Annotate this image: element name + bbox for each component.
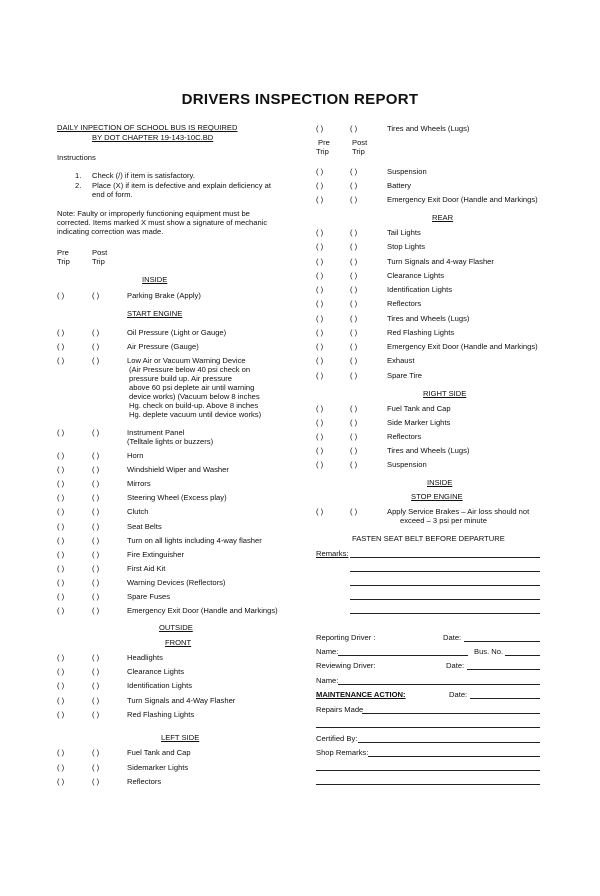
fasten-seatbelt: FASTEN SEAT BELT BEFORE DEPARTURE — [352, 534, 505, 543]
right-top-post-check[interactable]: ( ) — [350, 124, 358, 133]
item-parking-brake: Parking Brake (Apply) — [127, 291, 201, 300]
list-item: Exhaust — [387, 356, 415, 366]
parking-brake-post-check[interactable]: ( ) — [92, 291, 100, 300]
items-a-3-pre-check[interactable]: ( ) — [57, 493, 65, 503]
front-4-post-check[interactable]: ( ) — [92, 709, 100, 719]
items-a-7-post-check[interactable]: ( ) — [92, 549, 100, 559]
remarks-line-5[interactable] — [350, 613, 540, 614]
r-top-1-pre-check[interactable]: ( ) — [316, 181, 324, 190]
front-1-pre-check[interactable]: ( ) — [57, 667, 65, 677]
front-2-pre-check[interactable]: ( ) — [57, 681, 65, 691]
name-field-2[interactable] — [338, 684, 540, 685]
item-oil-pressure: Oil Pressure (Light or Gauge) — [127, 328, 227, 337]
maintenance-label: MAINTENANCE ACTION: — [316, 690, 406, 699]
front-0-post-check[interactable]: ( ) — [92, 653, 100, 662]
r-top-2-pre-check[interactable]: ( ) — [316, 195, 324, 204]
right-post-header: Post — [352, 138, 368, 147]
right-pre-trip-header: Trip — [316, 147, 329, 156]
r-rs-0-post-check[interactable]: ( ) — [350, 404, 358, 413]
list-item: Emergency Exit Door (Handle and Markings) — [387, 342, 538, 351]
air-pressure-post-check[interactable]: ( ) — [92, 342, 100, 351]
list-item: Suspension — [387, 460, 427, 469]
reporting-date-label: Date: — [443, 633, 462, 642]
r-rear-6-post-check[interactable]: ( ) — [350, 313, 358, 323]
section-stop-engine: STOP ENGINE — [411, 492, 463, 501]
section-rear: REAR — [432, 213, 454, 222]
certified-by-label: Certified By: — [316, 734, 358, 743]
right-top-tires: Tires and Wheels (Lugs) — [387, 124, 470, 133]
list-item: Reflectors — [387, 432, 422, 441]
items-a-11-pre-check[interactable]: ( ) — [57, 606, 65, 616]
item-low-air-line: above 60 psi deplete air until warning — [129, 383, 255, 392]
item-low-air-line: device works) (Vacuum below 8 inches — [129, 392, 260, 401]
r-rear-2-post-check[interactable]: ( ) — [350, 256, 358, 266]
section-inside-right: INSIDE — [427, 478, 453, 487]
r-rs-1-pre-check[interactable]: ( ) — [316, 418, 324, 427]
r-rs-1-post-check[interactable]: ( ) — [350, 418, 358, 427]
r-rs-2-pre-check[interactable]: ( ) — [316, 432, 324, 441]
bus-no-label: Bus. No. — [474, 647, 504, 656]
remarks-label: Remarks: — [316, 549, 349, 558]
maintenance-date-label: Date: — [449, 690, 468, 699]
left-side-2-post-check[interactable]: ( ) — [92, 777, 100, 786]
front-1-post-check[interactable]: ( ) — [92, 667, 100, 677]
note-line2: corrected. Items marked X must show a signature of mechanic — [57, 218, 268, 227]
list-item: Tires and Wheels (Lugs) — [387, 446, 470, 455]
section-left-side: LEFT SIDE — [161, 733, 200, 742]
items-a-10-post-check[interactable]: ( ) — [92, 592, 100, 601]
repairs-made-line-2[interactable] — [316, 727, 540, 728]
remarks-line-2[interactable] — [350, 571, 540, 572]
maintenance-date-field[interactable] — [470, 698, 540, 699]
front-2-post-check[interactable]: ( ) — [92, 681, 100, 691]
instrument-pre-check[interactable]: ( ) — [57, 428, 65, 437]
list-item: Mirrors — [127, 479, 151, 489]
items-a-10-pre-check[interactable]: ( ) — [57, 592, 65, 601]
r-rs-3-pre-check[interactable]: ( ) — [316, 446, 324, 455]
left-side-0-pre-check[interactable]: ( ) — [57, 748, 65, 757]
r-rear-9-post-check[interactable]: ( ) — [350, 356, 358, 366]
r-rear-3-pre-check[interactable]: ( ) — [316, 270, 324, 280]
items-a-4-pre-check[interactable]: ( ) — [57, 507, 65, 517]
list-item: Fuel Tank and Cap — [127, 748, 191, 757]
reviewing-driver-label: Reviewing Driver: — [316, 661, 376, 670]
list-item: Sidemarker Lights — [127, 762, 189, 772]
items-a-1-post-check[interactable]: ( ) — [92, 465, 100, 475]
r-rear-5-post-check[interactable]: ( ) — [350, 299, 358, 309]
items-a-0-post-check[interactable]: ( ) — [92, 451, 100, 460]
list-item: Headlights — [127, 653, 163, 662]
items-a-8-pre-check[interactable]: ( ) — [57, 563, 65, 573]
reporting-date-field[interactable] — [464, 641, 540, 642]
remarks-line-4[interactable] — [350, 599, 540, 600]
items-a-6-post-check[interactable]: ( ) — [92, 535, 100, 545]
list-item: Red Flashing Lights — [127, 709, 195, 719]
front-4-pre-check[interactable]: ( ) — [57, 709, 65, 719]
shop-remarks-label: Shop Remarks: — [316, 748, 369, 757]
shop-remarks-line-1[interactable] — [368, 756, 540, 757]
item-low-air-line: (Air Pressure below 40 psi check on — [129, 365, 251, 374]
items-a-4-post-check[interactable]: ( ) — [92, 507, 100, 517]
list-item: Clutch — [127, 507, 149, 517]
remarks-line-3[interactable] — [350, 585, 540, 586]
item-service-brakes-sub: exceed – 3 psi per minute — [400, 516, 487, 525]
r-rs-4-pre-check[interactable]: ( ) — [316, 460, 324, 469]
r-rear-2-pre-check[interactable]: ( ) — [316, 256, 324, 266]
name-label-2: Name: — [316, 676, 339, 685]
r-rear-10-post-check[interactable]: ( ) — [350, 370, 358, 380]
item-service-brakes: Apply Service Brakes – Air loss should not — [387, 507, 530, 516]
item-air-pressure: Air Pressure (Gauge) — [127, 342, 199, 351]
front-0-pre-check[interactable]: ( ) — [57, 653, 65, 662]
r-rear-7-post-check[interactable]: ( ) — [350, 327, 358, 337]
r-rear-6-pre-check[interactable]: ( ) — [316, 313, 324, 323]
right-top-pre-check[interactable]: ( ) — [316, 124, 324, 133]
shop-remarks-line-2[interactable] — [316, 770, 540, 771]
post-trip-header: Trip — [92, 257, 105, 266]
header-line2: BY DOT CHAPTER 19-143-10C.BD — [92, 133, 214, 142]
r-rs-4-post-check[interactable]: ( ) — [350, 460, 358, 469]
list-item: Side Marker Lights — [387, 418, 451, 427]
item-low-air-line: Hg. check on build-up. Above 8 inches — [129, 401, 259, 410]
section-start-engine: START ENGINE — [127, 309, 183, 318]
reviewing-date-field[interactable] — [467, 669, 540, 670]
r-rs-3-post-check[interactable]: ( ) — [350, 446, 358, 455]
page-title: DRIVERS INSPECTION REPORT — [181, 91, 419, 108]
section-right-side: RIGHT SIDE — [423, 389, 467, 398]
list-item: Identification Lights — [127, 681, 193, 691]
r-top-0-pre-check[interactable]: ( ) — [316, 167, 324, 176]
left-side-1-pre-check[interactable]: ( ) — [57, 762, 65, 772]
right-pre-header: Pre — [318, 138, 330, 147]
item-instrument-panel-sub: (Telltale lights or buzzers) — [127, 437, 214, 446]
front-3-post-check[interactable]: ( ) — [92, 695, 100, 705]
section-front: FRONT — [165, 638, 192, 647]
left-side-0-post-check[interactable]: ( ) — [92, 748, 100, 757]
list-item: Seat Belts — [127, 521, 162, 531]
section-inside: INSIDE — [142, 275, 168, 284]
list-item: First Aid Kit — [127, 563, 166, 573]
list-item: Steering Wheel (Excess play) — [127, 493, 227, 503]
shop-remarks-line-3[interactable] — [316, 784, 540, 785]
air-pressure-pre-check[interactable]: ( ) — [57, 342, 65, 351]
list-item: Fire Extinguisher — [127, 549, 184, 559]
list-item: Battery — [387, 181, 412, 190]
list-item: Turn Signals and 4-Way Flasher — [127, 695, 236, 705]
list-item: Warning Devices (Reflectors) — [127, 577, 226, 587]
r-top-0-post-check[interactable]: ( ) — [350, 167, 358, 176]
list-item: Reflectors — [387, 299, 422, 309]
items-a-11-post-check[interactable]: ( ) — [92, 606, 100, 616]
items-a-7-pre-check[interactable]: ( ) — [57, 549, 65, 559]
r-rear-10-pre-check[interactable]: ( ) — [316, 370, 324, 380]
items-a-5-pre-check[interactable]: ( ) — [57, 521, 65, 531]
r-rear-1-pre-check[interactable]: ( ) — [316, 242, 324, 252]
header-line1: DAILY INPECTION OF SCHOOL BUS IS REQUIRED — [57, 123, 238, 132]
list-item: Turn Signals and 4-way Flasher — [387, 256, 494, 266]
list-item: Emergency Exit Door (Handle and Markings) — [387, 195, 538, 204]
r-rear-0-pre-check[interactable]: ( ) — [316, 228, 324, 237]
items-a-6-pre-check[interactable]: ( ) — [57, 535, 65, 545]
items-a-3-post-check[interactable]: ( ) — [92, 493, 100, 503]
post-header: Post — [92, 248, 108, 257]
list-item: Suspension — [387, 167, 427, 176]
list-item: Turn on all lights including 4-way flasher — [127, 535, 262, 545]
pre-trip-header: Trip — [57, 257, 70, 266]
instructions-label: Instructions — [57, 153, 96, 162]
list-item: Spare Fuses — [127, 592, 171, 601]
items-a-5-post-check[interactable]: ( ) — [92, 521, 100, 531]
section-outside: OUTSIDE — [159, 623, 193, 632]
item-low-air-line: pressure build up. Air pressure — [129, 374, 232, 383]
list-item: Identification Lights — [387, 285, 453, 294]
list-item: Stop Lights — [387, 242, 425, 252]
r-rear-7-pre-check[interactable]: ( ) — [316, 327, 324, 337]
items-a-0-pre-check[interactable]: ( ) — [57, 451, 65, 460]
item-instrument-panel: Instrument Panel — [127, 428, 185, 437]
inst2-text-b: end of form. — [92, 190, 133, 199]
list-item: Red Flashing Lights — [387, 327, 455, 337]
list-item: Spare Tire — [387, 370, 423, 380]
oil-pressure-pre-check[interactable]: ( ) — [57, 328, 65, 337]
front-3-pre-check[interactable]: ( ) — [57, 695, 65, 705]
low-air-pre-check[interactable]: ( ) — [57, 356, 65, 365]
r-rear-1-post-check[interactable]: ( ) — [350, 242, 358, 252]
repairs-made-line-1[interactable] — [362, 713, 540, 714]
r-rear-3-post-check[interactable]: ( ) — [350, 270, 358, 280]
remarks-line-1[interactable] — [350, 557, 540, 558]
list-item: Clearance Lights — [387, 270, 444, 280]
note-line3: indicating correction was made. — [57, 227, 164, 236]
r-rear-0-post-check[interactable]: ( ) — [350, 228, 358, 237]
pre-header: Pre — [57, 248, 69, 257]
list-item: Tires and Wheels (Lugs) — [387, 313, 470, 323]
inst2-num: 2. — [75, 181, 82, 190]
r-rs-2-post-check[interactable]: ( ) — [350, 432, 358, 441]
list-item: Tail Lights — [387, 228, 421, 237]
reviewing-date-label: Date: — [446, 661, 465, 670]
repairs-made-label: Repairs Made — [316, 705, 364, 714]
items-a-2-post-check[interactable]: ( ) — [92, 479, 100, 489]
right-post-trip-header: Trip — [352, 147, 365, 156]
item-low-air-line: Low Air or Vacuum Warning Device — [127, 356, 246, 365]
r-rear-4-pre-check[interactable]: ( ) — [316, 285, 324, 294]
r-rs-0-pre-check[interactable]: ( ) — [316, 404, 324, 413]
left-side-1-post-check[interactable]: ( ) — [92, 762, 100, 772]
certified-by-field[interactable] — [358, 742, 540, 743]
r-top-2-post-check[interactable]: ( ) — [350, 195, 358, 204]
left-side-2-pre-check[interactable]: ( ) — [57, 777, 65, 786]
inst2-text-a: Place (X) if item is defective and explain deficiency at — [92, 181, 271, 190]
low-air-post-check[interactable]: ( ) — [92, 356, 100, 365]
r-rear-8-post-check[interactable]: ( ) — [350, 342, 358, 351]
list-item: Fuel Tank and Cap — [387, 404, 451, 413]
note-line1: Note: Faulty or improperly functioning equipment must be — [57, 209, 250, 218]
name-field-1[interactable] — [338, 655, 468, 656]
list-item: Emergency Exit Door (Handle and Markings) — [127, 606, 278, 616]
oil-pressure-post-check[interactable]: ( ) — [92, 328, 100, 337]
list-item: Clearance Lights — [127, 667, 184, 677]
bus-no-field[interactable] — [505, 655, 540, 656]
item-low-air-line: Hg. deplete vacuum until device works) — [129, 410, 262, 419]
service-brakes-pre-check[interactable]: ( ) — [316, 507, 324, 516]
reporting-driver-label: Reporting Driver : — [316, 633, 376, 642]
r-rear-5-pre-check[interactable]: ( ) — [316, 299, 324, 309]
r-top-1-post-check[interactable]: ( ) — [350, 181, 358, 190]
items-a-8-post-check[interactable]: ( ) — [92, 563, 100, 573]
parking-brake-pre-check[interactable]: ( ) — [57, 291, 65, 300]
service-brakes-post-check[interactable]: ( ) — [350, 507, 358, 516]
r-rear-8-pre-check[interactable]: ( ) — [316, 342, 324, 351]
items-a-9-post-check[interactable]: ( ) — [92, 577, 100, 587]
items-a-2-pre-check[interactable]: ( ) — [57, 479, 65, 489]
list-item: Horn — [127, 451, 144, 460]
items-a-9-pre-check[interactable]: ( ) — [57, 577, 65, 587]
inst1-text: Check (/) if item is satisfactory. — [92, 171, 195, 180]
r-rear-4-post-check[interactable]: ( ) — [350, 285, 358, 294]
name-label-1: Name: — [316, 647, 339, 656]
list-item: Windshield Wiper and Washer — [127, 465, 229, 475]
items-a-1-pre-check[interactable]: ( ) — [57, 465, 65, 475]
inst1-num: 1. — [75, 171, 82, 180]
r-rear-9-pre-check[interactable]: ( ) — [316, 356, 324, 366]
list-item: Reflectors — [127, 777, 162, 786]
instrument-post-check[interactable]: ( ) — [92, 428, 100, 437]
